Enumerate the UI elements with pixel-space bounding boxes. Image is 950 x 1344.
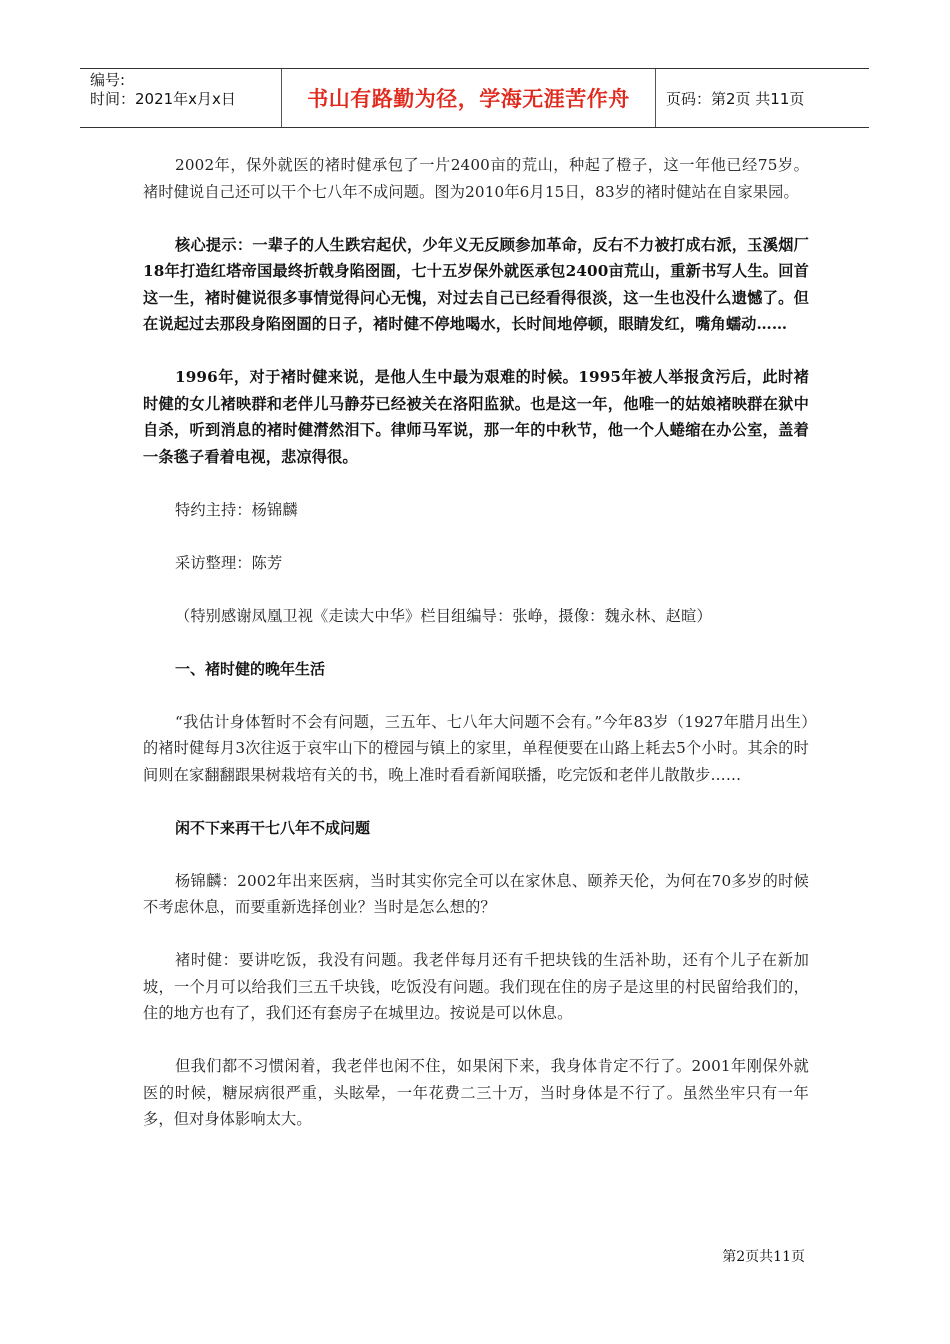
document-body xyxy=(143,152,809,1159)
page-footer: 第2页共11页 xyxy=(722,1249,805,1265)
date-label: 时间：2021年x月x日 xyxy=(90,90,236,108)
paragraph-thanks: （特别感谢凤凰卫视《走读大中华》栏目组编导：张峥，摄像：魏永林、赵暄） xyxy=(175,606,712,625)
paragraph-1996: 1996年，对于褚时健来说，是他人生中最为艰难的时候。1995年被人举报贪污后，此时褚时健的女儿褚映群和老伴儿马静芬已经被关在洛阳监狱。也是这一年，他唯一的姑娘褚映群在狱中自杀，听到消息的褚时健潸然泪下。律师马军说，那一年的中秋节，他一个人蜷缩在办公室，盖着一条毯子看着电视，悲凉得很。 xyxy=(143,368,809,466)
paragraph-answer-continued: 但我们都不习惯闲着，我老伴也闲不住，如果闲下来，我身体肯定不行了。2001年刚保外就医的时候，糖尿病很严重，头眩晕，一年花费二三十万，当时身体是不行了。虽然坐牢只有一年多，但对身体影响太大。 xyxy=(143,1057,809,1128)
paragraph-host: 特约主持：杨锦麟 xyxy=(175,500,298,519)
header-motto-cell xyxy=(282,69,656,127)
document-header xyxy=(80,68,869,128)
page-number-label: 页码：第2页 共11页 xyxy=(666,89,805,108)
header-meta-cell xyxy=(80,69,282,127)
header-page-cell xyxy=(656,69,869,127)
serial-number-label: 编号: xyxy=(90,71,126,89)
paragraph-question: 杨锦麟：2002年出来医病，当时其实你完全可以在家休息、颐养天伦，为何在70多岁的时候不考虑休息，而要重新选择创业？当时是怎么想的？ xyxy=(143,871,809,916)
paragraph-later-life: “我估计身体暂时不会有问题，三五年、七八年大问题不会有。”今年83岁（1927年腊月出生）的褚时健每月3次往返于哀牢山下的橙园与镇上的家里，单程便要在山路上耗去5个小时。其余的时间则在家翻翻跟果树栽培有关的书，晚上准时看看新闻联播，吃完饭和老伴儿散散步…… xyxy=(143,712,809,784)
paragraph-editor: 采访整理：陈芳 xyxy=(175,553,283,572)
paragraph-core-summary: 核心提示：一辈子的人生跌宕起伏，少年义无反顾参加革命，反右不力被打成右派，玉溪烟厂18年打造红塔帝国最终折戟身陷囹圄，七十五岁保外就医承包2400亩荒山，重新书写人生。回首这一生，褚时健说很多事情觉得问心无愧，对过去自己已经看得很淡，这一生也没什么遗憾了。但在说起过去那段身陷囹圄的日子，褚时健不停地喝水，长时间地停顿，眼睛发红，嘴角蠕动…… xyxy=(143,235,809,333)
paragraph-intro: 2002年，保外就医的褚时健承包了一片2400亩的荒山，种起了橙子，这一年他已经75岁。褚时健说自己还可以干个七八年不成问题。图为2010年6月15日，83岁的褚时健站在自家果园。 xyxy=(143,156,809,201)
paragraph-answer: 褚时健：要讲吃饭，我没有问题。我老伴每月还有千把块钱的生活补助，还有个儿子在新加坡，一个月可以给我们三五千块钱，吃饭没有问题。我们现在住的房子是这里的村民留给我们的，住的地方也有了，我们还有套房子在城里边。按说是可以休息。 xyxy=(143,951,809,1022)
section-heading-2: 闲不下来再干七八年不成问题 xyxy=(175,818,371,837)
motto-text: 书山有路勤为径，学海无涯苦作舟 xyxy=(307,87,630,111)
section-heading-1: 一、褚时健的晚年生活 xyxy=(175,659,326,678)
